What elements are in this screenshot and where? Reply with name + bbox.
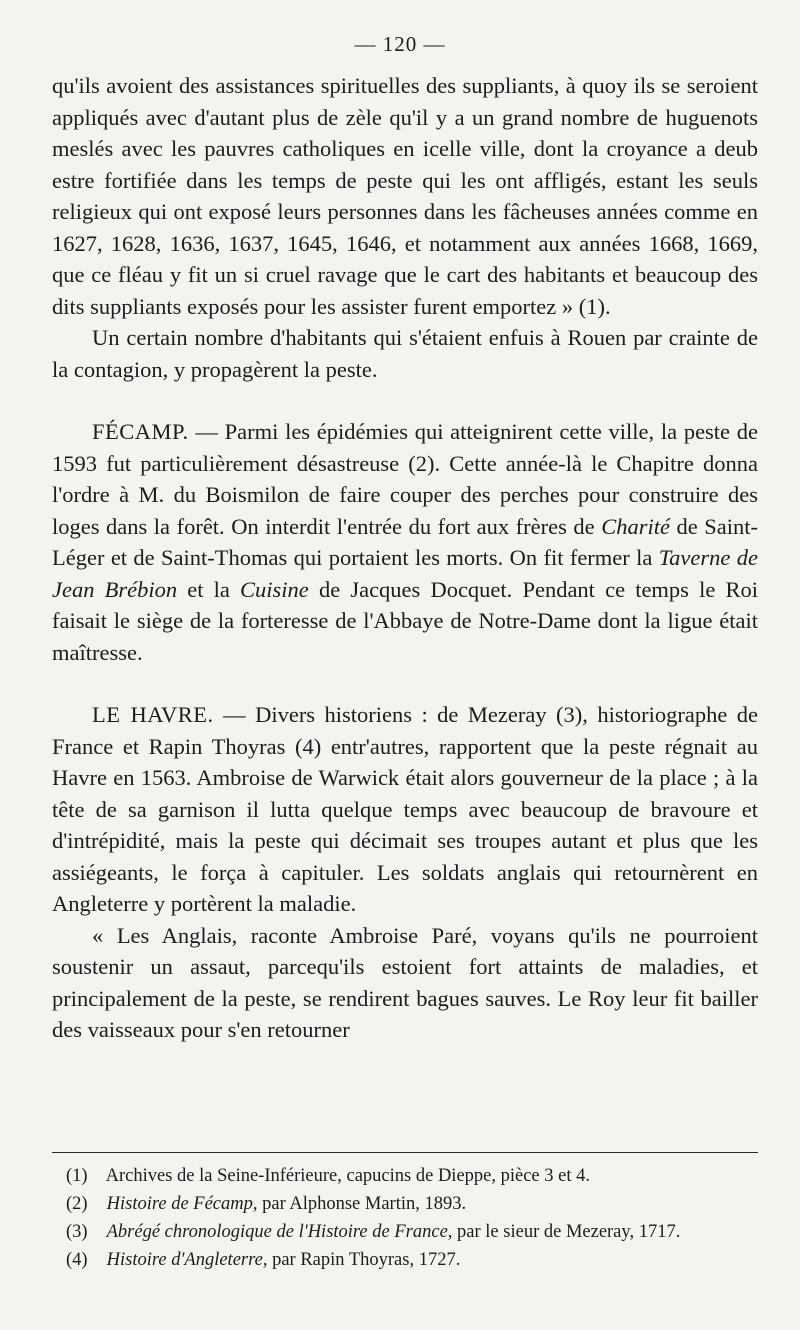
fecamp-emph-cuisine: Cuisine — [240, 576, 309, 602]
footnote-2 — [52, 1192, 758, 1217]
footnote-number: (4) — [66, 1250, 88, 1270]
footnote-1 — [52, 1164, 758, 1189]
section-heading-fecamp: FÉCAMP. — [92, 419, 189, 444]
havre-text: — Divers historiens : de Mezeray (3), historiographe de France et Rapin Thoyras (4) entr'autres, rapportent que la peste régnait au Havre en 1563. Ambroise de Warwick était alors gouverneur de la place ; à la tête de sa garnison il lutta quelque temps avec beaucoup de bravoure et d'intrépidité, mais la peste qui décimait ses troupes autant et plus que les assiégeants, le força à capituler. Les soldats anglais qui retournèrent en Angleterre y portèrent la maladie. — [52, 702, 758, 916]
footnote-number: (1) — [66, 1166, 88, 1186]
footnote-text: , par Rapin Thoyras, 1727. — [262, 1250, 461, 1270]
fecamp-text-4: de Jacques Docquet. Pendant ce temps le Roi faisait le siège de la forteresse de l'Abbaye de Notre-Dame dont la ligue était maîtresse. — [52, 576, 758, 665]
footnote-title: Histoire de Fécamp — [106, 1194, 253, 1214]
footnote-number: (3) — [66, 1222, 88, 1242]
main-text — [52, 70, 758, 1046]
footnote-text: Archives de la Seine-Inférieure, capucins de Dieppe, pièce 3 et 4. — [105, 1166, 590, 1186]
footnote-divider — [52, 1152, 758, 1153]
fecamp-emph-taverne: Taverne de Jean Brébion — [52, 545, 758, 602]
footnotes — [52, 1164, 758, 1276]
footnote-text: , par le sieur de Mezeray, 1717. — [447, 1222, 681, 1242]
footnote-text: , par Alphonse Martin, 1893. — [252, 1194, 467, 1214]
footnote-3 — [52, 1220, 758, 1245]
paragraph-rouen: Un certain nombre d'habitants qui s'étaient enfuis à Rouen par crainte de la contagion, y propagèrent la peste. — [52, 325, 758, 382]
fecamp-text-3: et la — [177, 576, 241, 602]
footnote-number: (2) — [66, 1194, 88, 1214]
footnote-title: Abrégé chronologique de l'Histoire de France — [106, 1222, 448, 1242]
fecamp-text-1: — Parmi les épidémies qui atteignirent cette ville, la peste de 1593 fut particulièrement désastreuse (2). Cette année-là le Chapitre donna l'ordre à M. du Boismilon de faire couper des perches pour construire des loges dans la forêt. On interdit l'entrée du fort aux frères de — [52, 419, 758, 539]
page-number: — 120 — — [354, 32, 446, 56]
paragraph-continuation: qu'ils avoient des assistances spirituelles des suppliants, à quoy ils se seroient appliqués avec d'autant plus de zèle qu'il y a un grand nombre de huguenots meslés avec les pauvres catholiques en icelle ville, dont la croyance a deub estre fortifiée dans les temps de peste qui les ont affligés, estant les seuls religieux qui ont exposé leurs personnes dans les fâcheuses années comme en 1627, 1628, 1636, 1637, 1645, 1646, et notamment aux années 1668, 1669, que ce fléau y fit un si cruel ravage que le cart des habitants et beaucoup des dits suppliants exposés pour les assister furent emportez » (1). — [52, 73, 758, 319]
section-heading-le-havre: LE HAVRE. — [92, 702, 214, 727]
section-fecamp — [52, 416, 758, 668]
footnote-title: Histoire d'Angleterre — [106, 1250, 263, 1270]
paragraph-quote-pare: « Les Anglais, raconte Ambroise Paré, voyans qu'ils ne pourroient soustenir un assaut, parcequ'ils estoient fort attaints de maladies, et principalement de la peste, se rendirent bagues sauves. Le Roy leur fit bailler des vaisseaux pour s'en retourner — [52, 922, 758, 1042]
fecamp-text-2: de Saint-Léger et de Saint-Thomas qui portaient les morts. On fit fermer la — [52, 513, 759, 570]
fecamp-emph-charite: Charité — [601, 513, 670, 539]
footnote-4 — [52, 1248, 758, 1273]
section-le-havre — [52, 699, 758, 920]
